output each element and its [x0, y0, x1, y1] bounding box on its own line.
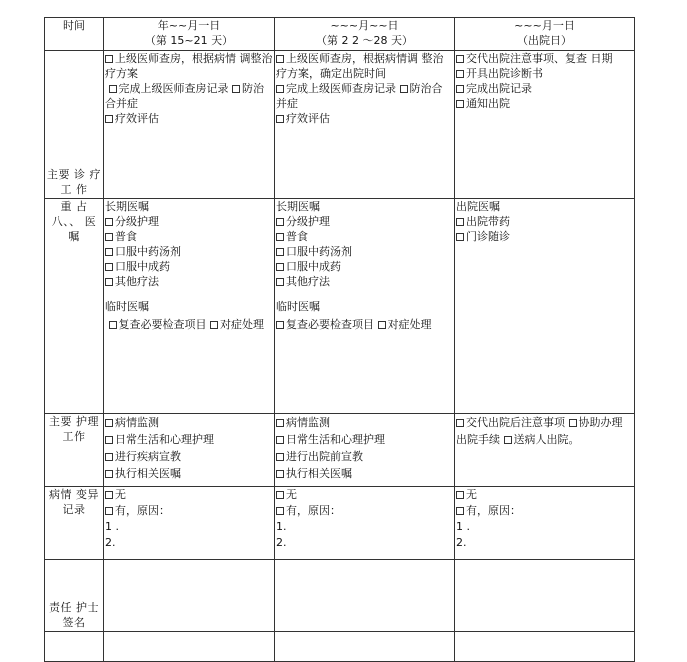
long-term-orders-title: 长期医嘱	[276, 200, 320, 213]
list-item: 上级医师查房，根据病情 调整治疗方案	[105, 52, 273, 80]
checkbox[interactable]	[232, 85, 240, 93]
checkbox[interactable]	[210, 321, 218, 329]
checkbox[interactable]	[276, 419, 284, 427]
header-row	[45, 18, 635, 51]
nurse-sign-col2[interactable]	[275, 560, 455, 632]
list-item: 病情监测	[105, 414, 273, 431]
nursing-col1	[104, 414, 275, 487]
checkbox[interactable]	[276, 436, 284, 444]
temp-orders-title: 临时医嘱	[276, 300, 320, 313]
checkbox[interactable]	[105, 218, 113, 226]
checkbox[interactable]	[276, 507, 284, 515]
next-label	[45, 632, 104, 662]
list-item: 有，原因：	[276, 503, 453, 519]
list-item: 通知出院	[456, 96, 633, 111]
list-item: 完成上级医师查房记录 防治合并症	[276, 82, 443, 110]
checkbox[interactable]	[105, 115, 113, 123]
nurse-sign-col3[interactable]	[455, 560, 635, 632]
time-header: 时间	[45, 18, 104, 51]
checkbox[interactable]	[105, 263, 113, 271]
list-item: 无	[276, 487, 453, 503]
checkbox[interactable]	[456, 218, 464, 226]
variation-label: 病情 变异 记录	[45, 487, 104, 560]
checkbox[interactable]	[276, 55, 284, 63]
col2-header	[275, 18, 455, 51]
list-item: 日常生活和心理护理	[105, 431, 273, 448]
checkbox[interactable]	[105, 507, 113, 515]
list-item: 无	[105, 487, 273, 503]
col1-day: （第 15~21 天）	[144, 34, 234, 47]
nursing-col3	[455, 414, 635, 487]
list-item: 进行出院前宣教	[276, 448, 453, 465]
checkbox[interactable]	[504, 436, 512, 444]
checkbox[interactable]	[456, 55, 464, 63]
diagnosis-col3	[455, 51, 635, 199]
checkbox[interactable]	[105, 470, 113, 478]
list-item: 完成上级医师查房记录 防治合并症	[105, 82, 264, 110]
col2-date: ~~~月~~日	[330, 19, 399, 32]
col3-date: ~~~月一日	[514, 19, 575, 32]
checkbox[interactable]	[109, 321, 117, 329]
list-item: 交代出院后注意事项 协助办理出院手续 送病人出院。	[456, 416, 623, 446]
list-item: 出院带药	[456, 214, 633, 229]
checkbox[interactable]	[105, 419, 113, 427]
checkbox[interactable]	[105, 248, 113, 256]
checkbox[interactable]	[105, 436, 113, 444]
list-item: 分级护理	[105, 214, 273, 229]
col1-date: 年~~月一日	[157, 19, 221, 32]
diagnosis-row	[45, 51, 635, 199]
orders-col2	[275, 199, 455, 414]
list-item: 口服中药汤剂	[105, 244, 273, 259]
checkbox[interactable]	[276, 248, 284, 256]
list-item: 普食	[276, 229, 453, 244]
reason-1: 1 .	[456, 520, 470, 533]
variation-col2	[275, 487, 455, 560]
checkbox[interactable]	[109, 85, 117, 93]
checkbox[interactable]	[276, 115, 284, 123]
checkbox[interactable]	[276, 470, 284, 478]
checkbox[interactable]	[105, 491, 113, 499]
checkbox[interactable]	[276, 263, 284, 271]
clinical-pathway-table	[44, 17, 635, 662]
checkbox[interactable]	[456, 85, 464, 93]
nursing-label: 主要 护理 工作	[45, 414, 104, 487]
checkbox[interactable]	[456, 491, 464, 499]
next-col2	[275, 632, 455, 662]
list-item: 口服中成药	[276, 259, 453, 274]
list-item: 疗效评估	[105, 111, 273, 126]
checkbox[interactable]	[105, 453, 113, 461]
reason-1: 1 .	[105, 520, 119, 533]
list-item: 执行相关医嘱	[276, 465, 453, 482]
nurse-sign-row	[45, 560, 635, 632]
next-col3	[455, 632, 635, 662]
col2-day: （第 2 2 ～28 天）	[316, 34, 413, 47]
checkbox[interactable]	[378, 321, 386, 329]
nursing-col2	[275, 414, 455, 487]
checkbox[interactable]	[456, 507, 464, 515]
nursing-row	[45, 414, 635, 487]
checkbox[interactable]	[105, 278, 113, 286]
discharge-orders-title: 出院医嘱	[456, 200, 500, 213]
list-item: 病情监测	[276, 414, 453, 431]
list-item: 开具出院诊断书	[456, 66, 633, 81]
orders-col1	[104, 199, 275, 414]
list-item: 上级医师查房，根据病情调 整治疗方案，确定出院时间	[276, 52, 444, 80]
variation-col3	[455, 487, 635, 560]
list-item: 疗效评估	[276, 111, 453, 126]
checkbox[interactable]	[400, 85, 408, 93]
diagnosis-col1	[104, 51, 275, 199]
variation-col1	[104, 487, 275, 560]
col3-day: （出院日）	[517, 34, 572, 47]
list-item: 其他疗法	[105, 274, 273, 289]
orders-col3	[455, 199, 635, 414]
checkbox[interactable]	[276, 453, 284, 461]
list-item: 日常生活和心理护理	[276, 431, 453, 448]
checkbox[interactable]	[456, 233, 464, 241]
list-item: 门诊随诊	[456, 229, 633, 244]
list-item: 有，原因：	[456, 503, 633, 519]
col3-header	[455, 18, 635, 51]
list-item: 完成出院记录	[456, 81, 633, 96]
list-item: 其他疗法	[276, 274, 453, 289]
orders-label: 重 占 八、、 医 嘱	[45, 199, 104, 414]
nurse-sign-label: 责任 护士 签名	[45, 560, 104, 632]
long-term-orders-title: 长期医嘱	[105, 200, 149, 213]
list-item: 复查必要检查项目 对症处理	[105, 317, 273, 332]
checkbox[interactable]	[276, 321, 284, 329]
reason-1: 1.	[276, 520, 287, 533]
checkbox[interactable]	[276, 233, 284, 241]
list-item: 口服中成药	[105, 259, 273, 274]
list-item: 执行相关医嘱	[105, 465, 273, 482]
list-item: 交代出院注意事项、复查 日期	[456, 51, 633, 66]
list-item: 有，原因：	[105, 503, 273, 519]
next-row	[45, 632, 635, 662]
list-item: 无	[456, 487, 633, 503]
list-item: 口服中药汤剂	[276, 244, 453, 259]
orders-row	[45, 199, 635, 414]
reason-2: 2.	[105, 536, 116, 549]
list-item: 分级护理	[276, 214, 453, 229]
checkbox[interactable]	[105, 233, 113, 241]
variation-row	[45, 487, 635, 560]
checkbox[interactable]	[569, 419, 577, 427]
diagnosis-col2	[275, 51, 455, 199]
checkbox[interactable]	[276, 218, 284, 226]
next-col1	[104, 632, 275, 662]
checkbox[interactable]	[105, 55, 113, 63]
checkbox[interactable]	[276, 278, 284, 286]
checkbox[interactable]	[276, 491, 284, 499]
checkbox[interactable]	[456, 100, 464, 108]
checkbox[interactable]	[276, 85, 284, 93]
nurse-sign-col1[interactable]	[104, 560, 275, 632]
list-item: 复查必要检查项目 对症处理	[276, 317, 453, 332]
reason-2: 2.	[276, 536, 287, 549]
checkbox[interactable]	[456, 419, 464, 427]
temp-orders-title: 临时医嘱	[105, 300, 149, 313]
checkbox[interactable]	[456, 70, 464, 78]
list-item: 普食	[105, 229, 273, 244]
list-item: 进行疾病宣教	[105, 448, 273, 465]
col1-header	[104, 18, 275, 51]
diagnosis-label: 主要 诊 疗 工 作	[45, 51, 104, 199]
reason-2: 2.	[456, 536, 467, 549]
